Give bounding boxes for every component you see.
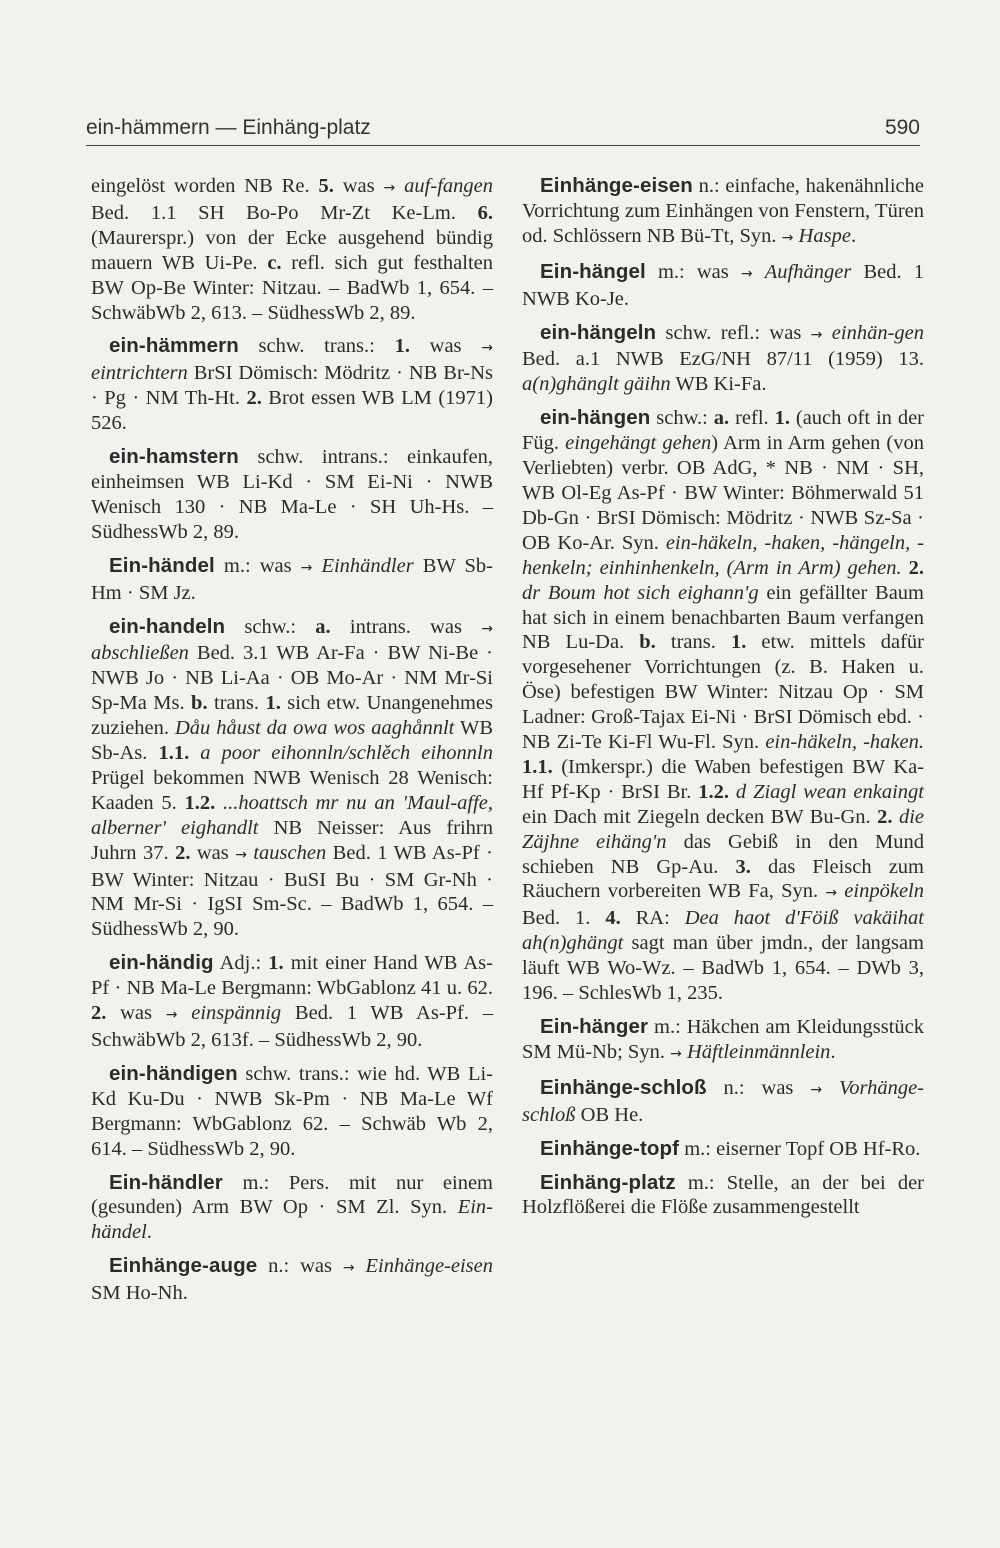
arrow-icon: →	[235, 846, 247, 863]
headword: ein-hamstern	[109, 445, 239, 469]
dictionary-entry: ein-händig Adj.: 1. mit einer Hand WB As-Pf · NB Ma-Le Bergmann: WbGablonz 41 u. 62. 2. was → einspännig Bed. 1 WB As-Pf. – SchwäbWb 2, 613f. – SüdhessWb 2, 90.	[91, 951, 493, 1051]
headword: Einhänge-eisen	[540, 174, 693, 197]
arrow-icon: →	[481, 620, 493, 637]
arrow-icon: →	[165, 1007, 178, 1024]
dictionary-entry: ein-händigen schw. trans.: wie hd. WB Li-Kd Ku-Du · NWB Sk-Pm · NB Ma-Le Wf Bergmann: WbGablonz 62. – Schwäb Wb 2, 614. – SüdhessWb 2, 90.	[91, 1061, 493, 1160]
arrow-icon: →	[481, 340, 493, 357]
header-title: ein-hämmern — Einhäng-platz	[86, 116, 371, 139]
header-rule	[86, 145, 920, 146]
dictionary-entry: Einhänge-topf m.: eiserner Topf OB Hf-Ro.	[540, 1136, 921, 1160]
arrow-icon: →	[810, 326, 823, 343]
running-header	[86, 112, 920, 144]
dictionary-entry: Ein-händler m.: Pers. mit nur einem (gesunden) Arm BW Op · SM Zl. Syn. Ein-händel.	[91, 1170, 493, 1244]
right-column	[522, 174, 924, 1229]
headword: ein-hängeln	[540, 320, 657, 344]
dictionary-entry: ein-hängeln schw. refl.: was → einhän-gen Bed. a.1 NWB EzG/NH 87/11 (1959) 13. a(n)ghänglt gäihn WB Ki-Fa.	[522, 320, 925, 396]
dictionary-entry: ein-hämmern schw. trans.: 1. was → eintrichtern BrSI Dömisch: Mödritz · NB Br-Ns · Pg · NM Th-Ht. 2. Brot essen WB LM (1971) 526.	[91, 334, 493, 435]
headword: Ein-hänger	[540, 1015, 649, 1038]
headword: Ein-händel	[109, 553, 215, 577]
headword: Einhäng-platz	[540, 1170, 676, 1194]
dictionary-entry: ein-hamstern schw. intrans.: einkaufen, einheimsen WB Li-Kd · SM Ei-Ni · NWB Wenisch 130 · NB Ma-Le · SH Uh-Hs. – SüdhessWb 2, 89.	[91, 445, 493, 543]
dictionary-entry: Einhänge-schloß n.: was → Vorhänge-schloß OB He.	[522, 1075, 925, 1126]
left-column	[91, 174, 493, 1315]
dictionary-entry: ein-handeln schw.: a. intrans. was → abschließen Bed. 3.1 WB Ar-Fa · BW Ni-Be · NWB Jo · NB Li-Aa · OB Mo-Ar · NM Mr-Si Sp-Ma Ms. b. trans. 1. sich etw. Unangenehmes zuziehen. Dåu håust da owa wos aaghånnlt WB Sb-As. 1.1. a poor eihonnln/schlěch eihonnln Prügel bekommen NWB Wenisch 28 Wenisch: Kaaden 5. 1.2. ...hoattsch mr nu an 'Maul-affe, alberner' eighandlt NB Neisser: Aus frihrn Juhrn 37. 2. was → tauschen Bed. 1 WB As-Pf · BW Winter: Nitzau · BuSI Bu · SM Gr-Nh · NM Mr-Si · IgSI Sm-Sc. – BadWb 1, 654. – SüdhessWb 2, 90.	[91, 614, 494, 941]
dictionary-entry: Einhäng-platz m.: Stelle, an der bei der Holzflößerei die Flöße zusammengestellt	[522, 1170, 924, 1219]
headword: ein-hängen	[540, 406, 651, 430]
arrow-icon: →	[342, 1260, 355, 1277]
arrow-icon: →	[810, 1081, 823, 1098]
dictionary-entry: ein-hängen schw.: a. refl. 1. (auch oft in der Füg. eingehängt gehen) Arm in Arm gehen (von Verliebten) verbr. OB AdG, * NB · NM · SH, WB Ol-Eg As-Pf · BW Winter: Böhmerwald 51 Db-Gn · BrSI Dömisch: Mödritz · NWB Sz-Sa · OB Ko-Ar. Syn. ein-häkeln, -haken, -hängeln, -henkeln; einhinhenkeln, (Arm in Arm) gehen. 2. dr Boum hot sich eighann'g ein gefällter Baum hat sich in einem benachbarten Baum verfangen NB Lu-Da. b. trans. 1. etw. mittels dafür vorgesehener Vorrichtungen (z. B. Haken u. Öse) befestigen BW Winter: Nitzau Op · SM Ladner: Groß-Tajax Ei-Ni · BrSI Dömisch ebd. · NB Zi-Te Ki-Fl Wu-Fl. Syn. ein-häkeln, -haken. 1.1. (Imkerspr.) die Waben befestigen BW Ka-Hf Pf-Kp · BrSI Br. 1.2. d Ziagl wean enkaingt ein Dach mit Ziegeln decken BW Bu-Gn. 2. die Zäjhne eihäng'n das Gebiß in den Mund schieben NB Gp-Au. 3. das Fleisch zum Räuchern vorbereiten WB Fa, Syn. → einpökeln Bed. 1. 4. RA: Dea haot d'Föiß vakäihat ah(n)ghängt sagt man über jmdn., der langsam läuft WB Wo-Wz. – BadWb 1, 654. – DWb 3, 196. – SchlesWb 1, 235.	[522, 406, 925, 1005]
dictionary-entry: Einhänge-eisen n.: einfache, hakenähnliche Vorrichtung zum Einhängen von Fenstern, Türen od. Schlössern NB Bü-Tt, Syn. → Haspe.	[522, 174, 924, 247]
headword: ein-hämmern	[109, 334, 239, 358]
arrow-icon: →	[740, 265, 753, 282]
arrow-icon: →	[825, 885, 838, 902]
headword: Einhänge-schloß	[540, 1075, 707, 1099]
headword: ein-händig	[109, 951, 214, 975]
dictionary-entry: Ein-hänger m.: Häkchen am Kleidungsstück SM Mü-Nb; Syn. → Häftleinmännlein.	[522, 1015, 924, 1063]
headword: Einhänge-topf	[540, 1136, 680, 1160]
headword: Ein-händler	[109, 1170, 223, 1194]
headword: ein-handeln	[109, 614, 226, 638]
arrow-icon: →	[300, 559, 313, 576]
headword: ein-händigen	[109, 1061, 238, 1085]
dictionary-entry: eingelöst worden NB Re. 5. was → auf-fangen Bed. 1.1 SH Bo-Po Mr-Zt Ke-Lm. 6. (Maurerspr.) von der Ecke ausgehend bündig mauern WB Ui-Pe. c. refl. sich gut festhalten BW Op-Be Winter: Nitzau. – BadWb 1, 654. – SchwäbWb 2, 613. – SüdhessWb 2, 89.	[91, 175, 493, 324]
headword: Ein-hängel	[540, 259, 646, 283]
headword: Einhänge-auge	[109, 1254, 258, 1278]
arrow-icon: →	[383, 180, 396, 196]
dictionary-entry: Einhänge-auge n.: was → Einhänge-eisen SM Ho-Nh.	[91, 1254, 493, 1305]
arrow-icon: →	[781, 229, 794, 246]
arrow-icon: →	[670, 1045, 682, 1062]
page-number: 590	[884, 116, 920, 139]
dictionary-entry: Ein-hängel m.: was → Aufhänger Bed. 1 NWB Ko-Je.	[522, 259, 924, 310]
dictionary-entry: Ein-händel m.: was → Einhändler BW Sb-Hm · SM Jz.	[91, 553, 493, 604]
